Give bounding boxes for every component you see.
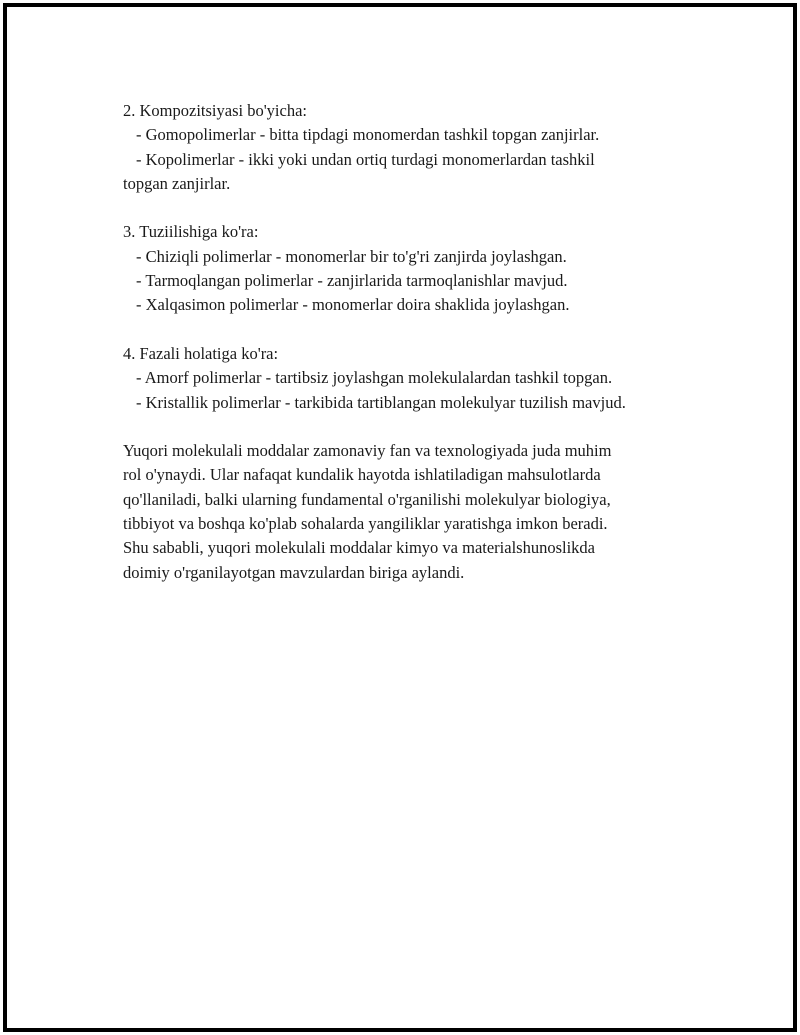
paragraph-line: Shu sababli, yuqori molekulali moddalar kimyo va materialshunoslikda [123, 538, 595, 558]
list-item: - Kopolimerlar - ikki yoki undan ortiq turdagi monomerlardan tashkil [136, 149, 595, 169]
list-item: - Kristallik polimerlar - tarkibida tartiblangan molekulyar tuzilish mavjud. [136, 392, 626, 412]
paragraph-line: rol o'ynaydi. Ular nafaqat kundalik hayotda ishlatiladigan mahsulotlarda [123, 465, 601, 485]
paragraph-line: doimiy o'rganilayotgan mavzulardan biriga aylandi. [123, 562, 465, 582]
section-structure [123, 220, 723, 317]
document-body [123, 99, 723, 609]
list-item: - Tarmoqlangan polimerlar - zanjirlarida tarmoqlanishlar mavjud. [136, 271, 568, 291]
conclusion-paragraph [123, 439, 723, 585]
section-heading: 4. Fazali holatiga ko'ra: [123, 343, 279, 363]
section-heading: 3. Tuziilishiga ko'ra: [123, 222, 259, 242]
list-item: - Gomopolimerlar - bitta tipdagi monomerdan tashkil topgan zanjirlar. [136, 125, 600, 145]
section-composition [123, 99, 723, 196]
section-phase-state [123, 342, 723, 415]
list-item: - Amorf polimerlar - tartibsiz joylashgan molekulalardan tashkil topgan. [136, 368, 613, 388]
paragraph-line: Yuqori molekulali moddalar zamonaviy fan va texnologiyada juda muhim [123, 441, 612, 461]
paragraph-line: tibbiyot va boshqa ko'plab sohalarda yangiliklar yaratishga imkon beradi. [123, 514, 608, 534]
page-frame [3, 3, 797, 1032]
list-item: - Chiziqli polimerlar - monomerlar bir to'g'ri zanjirda joylashgan. [136, 246, 567, 266]
list-item-continuation: topgan zanjirlar. [123, 173, 231, 193]
section-heading: 2. Kompozitsiyasi bo'yicha: [123, 101, 307, 120]
list-item: - Xalqasimon polimerlar - monomerlar doira shaklida joylashgan. [136, 295, 570, 315]
paragraph-line: qo'llaniladi, balki ularning fundamental o'rganilishi molekulyar biologiya, [123, 489, 611, 509]
